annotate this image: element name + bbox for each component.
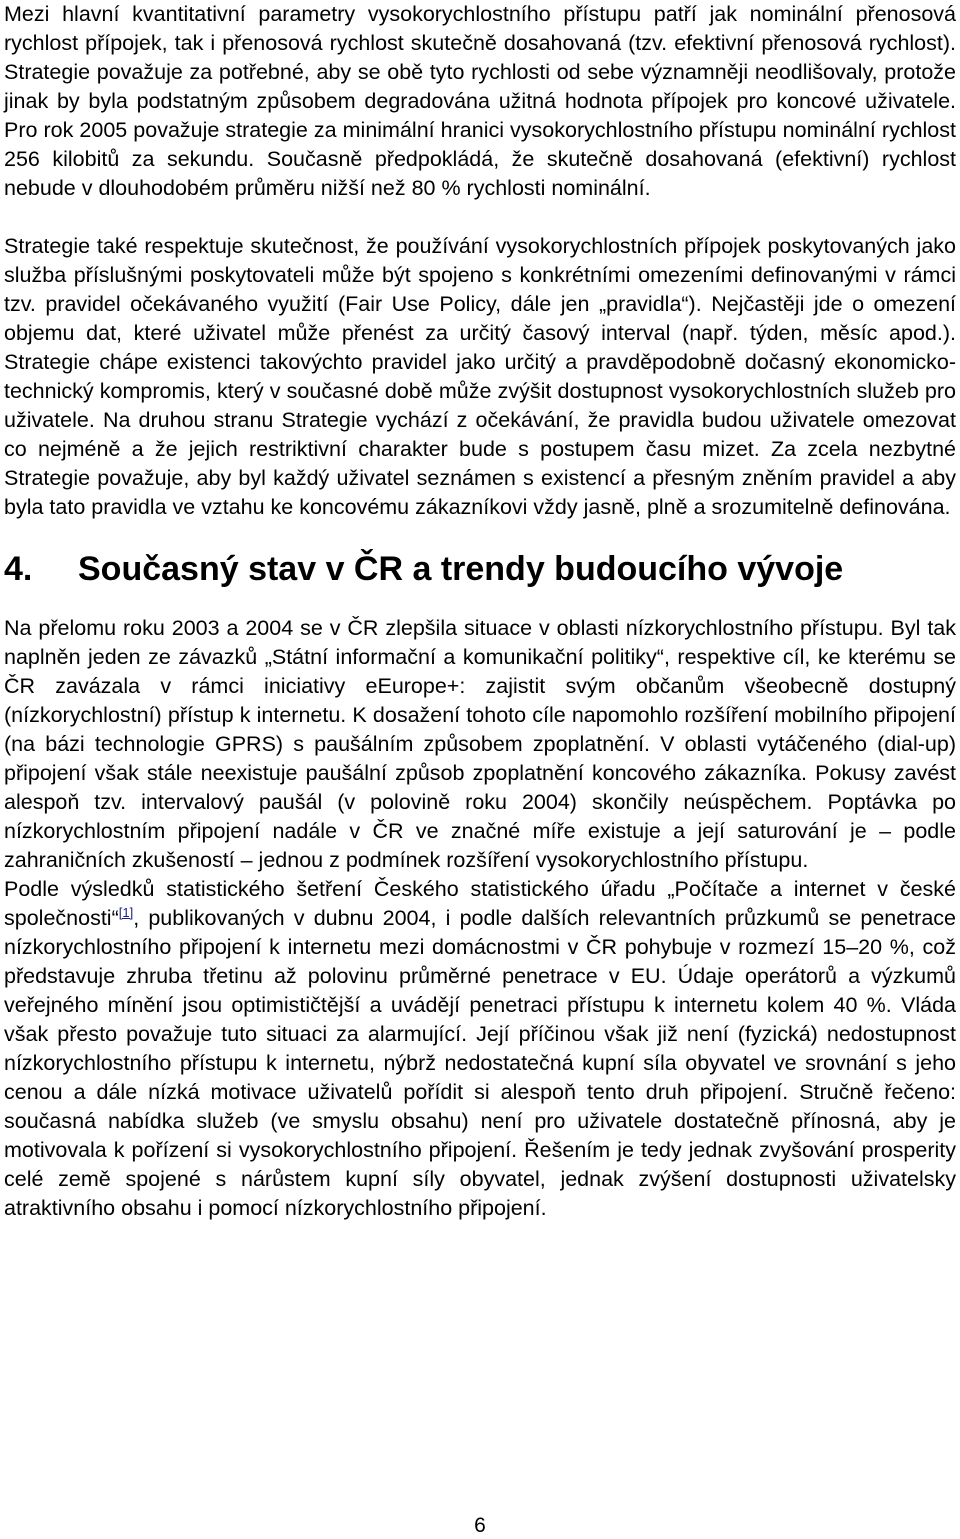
section-number: 4. bbox=[4, 550, 33, 588]
paragraph-low-speed-access: Na přelomu roku 2003 a 2004 se v ČR zlepšila situace v oblasti nízkorychlostního přístupu. Byl tak naplněn jeden ze závazků „Státní informační a komunikační politiky“, respektive cíl, ke kterému se ČR zavázala v rámci iniciativy eEurope+: zajistit svým občanům všeobecně dostupný (nízkorychlostní) přístup k internetu. K dosažení tohoto cíle napomohlo rozšíření mobilního připojení (na bázi technologie GPRS) s paušálním způsobem zpoplatnění. V oblasti vytáčeného (dial-up) připojení však stále neexistuje paušální způsob zpoplatnění koncového zákazníka. Pokusy zavést alespoň tzv. intervalový paušál (v polovině roku 2004) skončily neúspěchem. Poptávka po nízkorychlostním připojení nadále v ČR ve značné míře existuje a její saturování je – podle zahraničních zkušeností – jednou z podmínek rozšíření vysokorychlostního přístupu. bbox=[4, 616, 956, 872]
statistics-text-end: , publikovaných v dubnu 2004, i podle dalších relevantních průzkumů se penetrace nízkorychlostního připojení k internetu mezi domácnostmi v ČR pohybuje v rozmezí 15–20 %, což představuje zhruba třetinu až polovinu průměrné penetrace v EU. Údaje operátorů a výzkumů veřejného mínění jsou optimističtější a uvádějí penetraci přístupu k internetu kolem 40 %. Vláda však přesto považuje tuto situaci za alarmující. Její příčinou však již není (fyzická) nedostupnost nízkorychlostního přístupu k internetu, nýbrž nedostatečná kupní síla obyvatel ve srovnání s jeho cenou a dále nízká motivace uživatelů pořídit si alespoň tento druh připojení. Stručně řečeno: současná nabídka služeb (ve smyslu obsahu) není pro uživatele dostatečně přínosná, aby je motivovala k pořízení si vysokorychlostního připojení. Řešením je tedy jednak zvyšování prosperity celé země spojené s nárůstem kupní síly obyvatel, jednak zvýšení dostupnosti uživatelsky atraktivního obsahu i pomocí nízkorychlostního připojení. bbox=[4, 906, 956, 1220]
page-number: 6 bbox=[474, 1514, 486, 1537]
statistics-text-start: Podle výsledků statistického šetření Českého statistického úřadu „Počítače a internet v české společnosti“ bbox=[4, 877, 956, 930]
paragraph-speed-parameters: Mezi hlavní kvantitativní parametry vysokorychlostního přístupu patří jak nominální přenosová rychlost přípojek, tak i přenosová rychlost skutečně dosahovaná (tzv. efektivní přenosová rychlost). Strategie považuje za potřebné, aby se obě tyto rychlosti od sebe významněji neodlišovaly, protože jinak by byla podstatným způsobem degradována užitná hodnota přípojek pro koncové uživatele. Pro rok 2005 považuje strategie za minimální hranici vysokorychlostního přístupu nominální rychlost 256 kilobitů za sekundu. Současně předpokládá, že skutečně dosahovaná (efektivní) rychlost nebude v dlouhodobém průměru nižší než 80 % rychlosti nominální. bbox=[4, 2, 956, 200]
section-heading bbox=[4, 544, 956, 594]
section-title: Současný stav v ČR a trendy budoucího vývoje bbox=[78, 550, 844, 588]
document-page bbox=[4, 0, 956, 1223]
paragraph-statistics bbox=[4, 875, 956, 1223]
paragraph-fair-use-policy: Strategie také respektuje skutečnost, že používání vysokorychlostních přípojek poskytovaných jako služba příslušnými poskytovateli může být spojeno s konkrétními omezeními definovanými v rámci tzv. pravidel očekávaného využití (Fair Use Policy, dále jen „pravidla“). Nejčastěji jde o omezení objemu dat, které uživatel může přenést za určitý časový interval (např. týden, měsíc apod.). Strategie chápe existenci takovýchto pravidel jako určitý a pravděpodobně dočasný ekonomicko-technický kompromis, který v současné době může zvýšit dostupnost vysokorychlostních služeb pro uživatele. Na druhou stranu Strategie vychází z očekávání, že pravidla budou uživatele omezovat co nejméně a že jejich restriktivní charakter bude s postupem času mizet. Za zcela nezbytné Strategie považuje, aby byl každý uživatel seznámen s existencí a přesným zněním pravidel a aby byla tato pravidla ve vztahu ke koncovému zákazníkovi vždy jasně, plně a srozumitelně definována. bbox=[4, 234, 956, 519]
footnote-link[interactable]: [1] bbox=[118, 904, 134, 920]
